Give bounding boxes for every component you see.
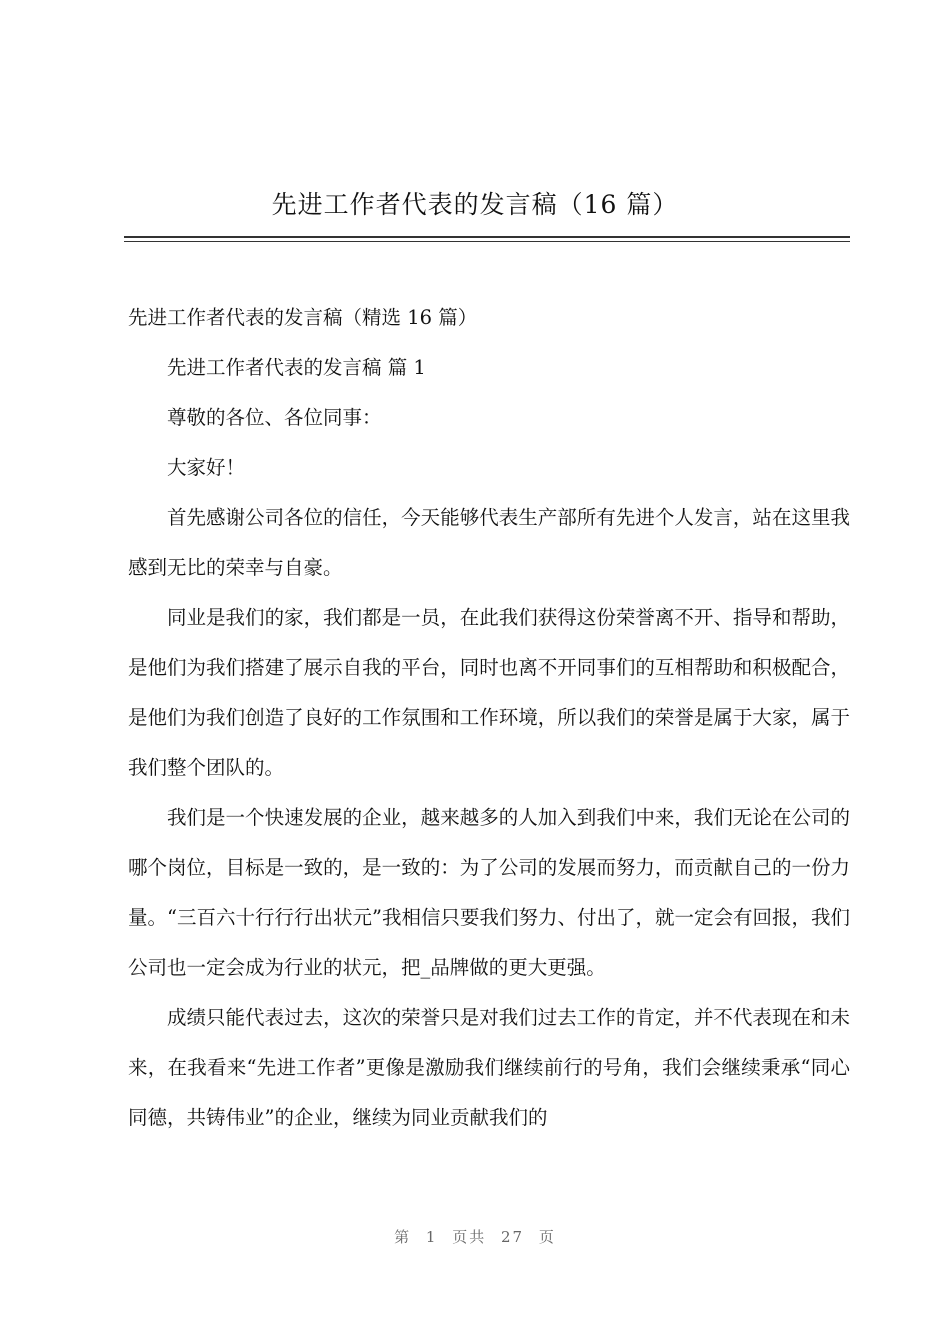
page-footer: 第 1 页共 27 页 [394, 1228, 556, 1246]
paragraph: 成绩只能代表过去，这次的荣誉只是对我们过去工作的肯定，并不代表现在和未来，在我看来“先进工作者”更像是激励我们继续前行的号角，我们会继续秉承“同心同德，共铸伟业”的企业，继续为同业贡献我们的 [128, 1006, 850, 1129]
paragraph: 同业是我们的家，我们都是一员，在此我们获得这份荣誉离不开、指导和帮助，是他们为我们搭建了展示自我的平台，同时也离不开同事们的互相帮助和积极配合，是他们为我们创造了良好的工作氛围和工作环境，所以我们的荣誉是属于大家，属于我们整个团队的。 [128, 606, 850, 779]
paragraph: 先进工作者代表的发言稿（精选 16 篇） [128, 306, 478, 329]
paragraph: 尊敬的各位、各位同事： [167, 406, 382, 429]
title-divider [124, 236, 850, 242]
paragraph: 首先感谢公司各位的信任，今天能够代表生产部所有先进个人发言，站在这里我感到无比的荣幸与自豪。 [128, 506, 850, 579]
paragraph: 大家好！ [167, 456, 246, 479]
document-title: 先进工作者代表的发言稿（16 篇） [271, 190, 679, 219]
document-body [128, 293, 850, 1143]
paragraph: 我们是一个快速发展的企业，越来越多的人加入到我们中来，我们无论在公司的哪个岗位，目标是一致的，是一致的：为了公司的发展而努力，而贡献自己的一份力量。“三百六十行行行出状元”我相信只要我们努力、付出了，就一定会有回报，我们公司也一定会成为行业的状元，把_品牌做的更大更强。 [128, 806, 850, 979]
paragraph: 先进工作者代表的发言稿 篇 1 [167, 356, 426, 379]
